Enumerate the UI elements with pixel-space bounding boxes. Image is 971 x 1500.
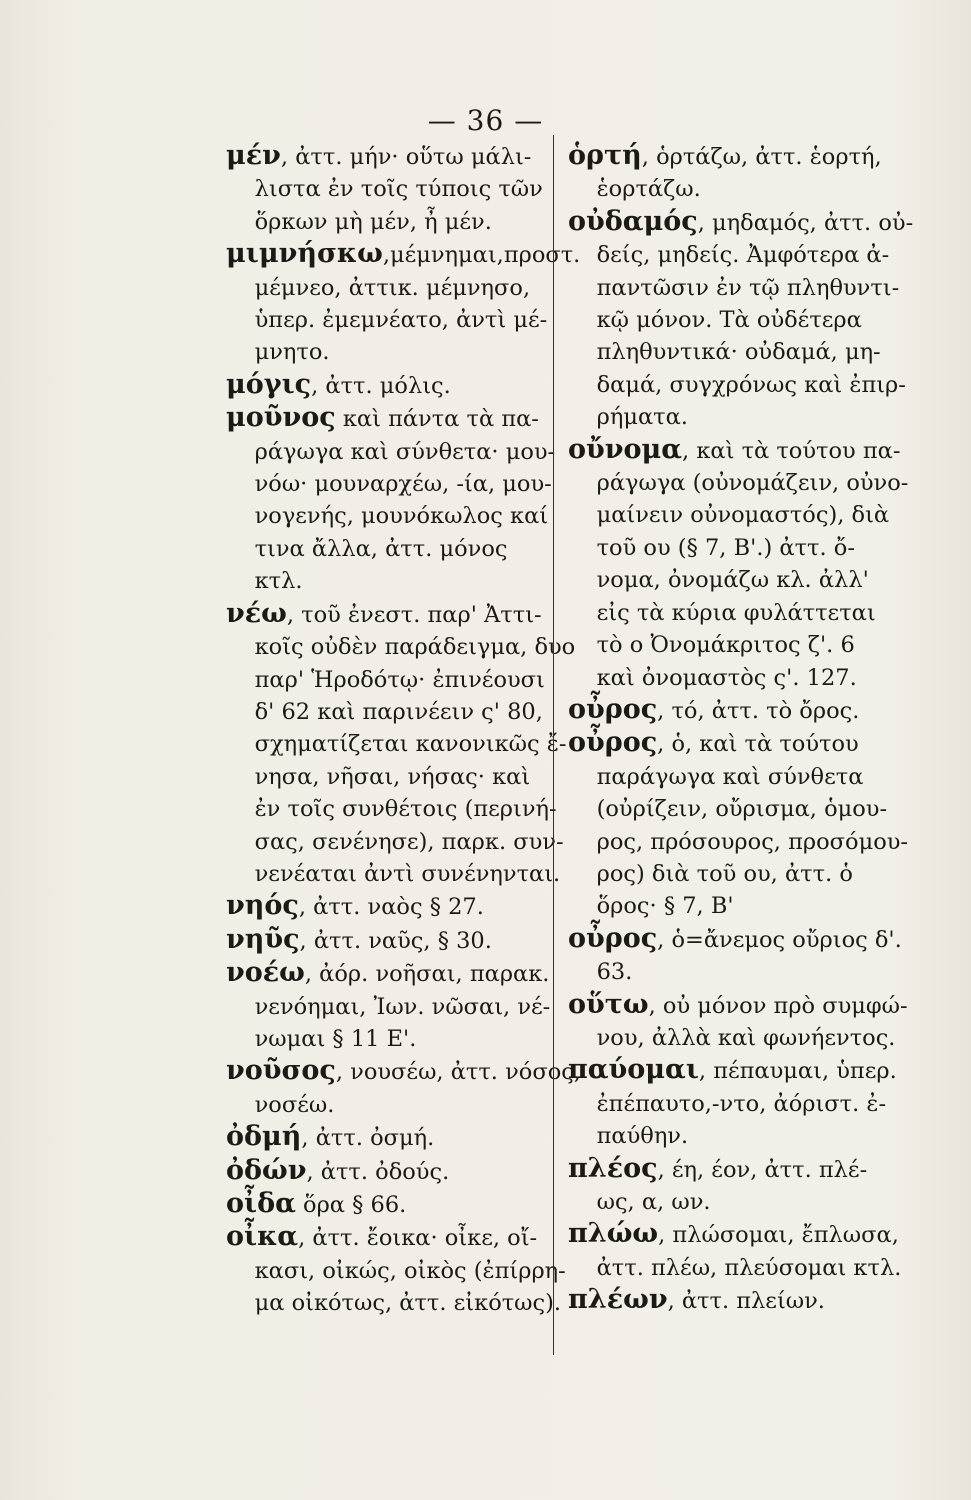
entry-text: παρ' Ἡροδότῳ· ἐπινέουσι <box>226 666 545 693</box>
entry-text: 63. <box>568 959 633 986</box>
entry-line <box>568 793 918 825</box>
entry-text: νομα, ὀνομάζω κλ. ἀλλ' <box>568 567 869 594</box>
entry-line <box>568 1284 918 1317</box>
entry-line <box>226 696 544 728</box>
entry-headword: νοέω <box>226 957 305 989</box>
entry-text: , ἀττ. ὀσμή. <box>301 1125 435 1152</box>
entry-text: ρος) διὰ τοῦ ου, ἀττ. ὁ <box>568 860 853 887</box>
entry-line <box>568 662 918 694</box>
entry-line <box>568 1022 918 1054</box>
entry-line <box>568 467 918 499</box>
entry-headword: μέν <box>226 140 281 171</box>
entry-text: ὑπερ. ἐμεμνέατο, ἀντὶ μέ- <box>226 307 548 334</box>
entry-text: , ἀττ. ναὸς § 27. <box>298 894 484 921</box>
entry-line <box>568 239 918 271</box>
entry-text: τινα ἄλλα, ἀττ. μόνος <box>226 535 508 562</box>
entry-text: μα οἰκότως, ἀττ. εἰκότως). <box>226 1290 562 1317</box>
entry-line <box>226 206 544 238</box>
entry-line <box>226 173 544 205</box>
entry-text: , ἀττ. πλείων. <box>667 1288 825 1315</box>
entry-headword: ὁρτή <box>568 140 642 171</box>
entry-headword: πλέων <box>568 1284 668 1316</box>
entry-line <box>226 140 544 173</box>
entry-line <box>568 336 918 368</box>
entry-line <box>226 631 576 663</box>
left-column <box>226 140 581 1320</box>
entry-headword: νηός <box>226 890 299 922</box>
entry-text: ὅρα § 66. <box>295 1192 407 1218</box>
entry-text: νενέαται ἀντὶ συνένηνται. <box>226 860 561 887</box>
entry-text: κασι, οἰκώς, οἰκὸς (ἐπίρρη- <box>226 1257 566 1284</box>
entry-text: , ὁ, καὶ τὰ τούτου <box>657 731 859 758</box>
entry-line <box>226 369 544 402</box>
entry-headword: οὖρος <box>568 693 658 725</box>
entry-line <box>226 1155 544 1188</box>
entry-text: , νουσέω, ἀττ. νόσος, <box>335 1059 581 1086</box>
entry-line <box>226 238 581 271</box>
entry-text: δείς, μηδείς. Ἀμφότερα ἀ- <box>568 242 890 269</box>
entry-line <box>568 140 918 173</box>
entry-line <box>226 533 544 565</box>
entry-text: ὅρος· § 7, Β' <box>568 893 734 920</box>
entry-text: ράγωγα (οὐνομάζειν, οὐνο- <box>568 470 909 497</box>
entry-text: λιστα ἐν τοῖς τύποις τῶν <box>226 176 543 203</box>
entry-headword: οὕτω <box>568 988 649 1020</box>
right-column <box>568 140 918 1318</box>
entry-text: κοῖς οὐδὲν παράδειγμα, δυο <box>226 634 576 661</box>
entry-text: νογενής, μουνόκωλος καί <box>226 503 549 530</box>
entry-line <box>568 272 918 304</box>
entry-line <box>226 1089 544 1121</box>
entry-text: πληθυντικά· οὐδαμά, μη- <box>568 339 881 366</box>
entry-line <box>226 890 544 923</box>
entry-text: ἐπέπαυτο,-ντο, ἀόριστ. ἐ- <box>568 1090 887 1117</box>
entry-line <box>568 1218 918 1251</box>
entry-line <box>568 173 918 205</box>
entry-line <box>226 1023 544 1055</box>
entry-headword: μόγις <box>226 368 312 400</box>
entry-line <box>226 1255 566 1287</box>
entry-text: τοῦ ου (§ 7, Β'.) ἀττ. ὄ- <box>568 534 855 561</box>
entry-line <box>226 991 551 1023</box>
entry-line <box>568 1186 918 1218</box>
entry-headword: οὖρος <box>568 922 658 954</box>
entry-headword: παύομαι <box>568 1054 699 1086</box>
entry-text: ἑορτάζω. <box>568 176 701 203</box>
entry-text: μνητο. <box>226 339 330 366</box>
entry-line <box>568 629 918 661</box>
entry-text: , τοῦ ἐνεστ. παρ' Ἀττι- <box>286 601 542 628</box>
entry-text: ως, α, ων. <box>568 1189 711 1215</box>
entry-text: , καὶ τὰ τούτου πα- <box>682 437 901 464</box>
entry-text: νησα, νῆσαι, νήσας· καὶ <box>226 763 531 790</box>
entry-line <box>568 1120 918 1152</box>
entry-line <box>226 272 544 304</box>
entry-line <box>568 956 918 988</box>
entry-text: δαμά, συγχρόνως καὶ ἐπιρ- <box>568 371 906 398</box>
entry-line <box>226 858 561 890</box>
entry-line <box>226 598 544 631</box>
entry-line <box>226 1055 581 1088</box>
entry-line <box>226 1188 544 1221</box>
entry-text: καὶ πάντα τὰ πα- <box>335 406 539 433</box>
entry-text: δ' 62 καὶ παρινέειν ς' 80, <box>226 698 543 725</box>
entry-line <box>568 304 918 336</box>
entry-line <box>226 924 544 957</box>
entry-line <box>568 727 918 760</box>
entry-line <box>568 532 918 564</box>
entry-line <box>226 436 556 468</box>
entry-line <box>568 694 918 727</box>
entry-line <box>568 826 918 858</box>
entry-text: σας, σενένησε), παρκ. συν- <box>226 828 564 855</box>
entry-text: νόω· μουναρχέω, -ία, μου- <box>226 471 552 498</box>
entry-line <box>568 597 918 629</box>
entry-text: παράγωγα καὶ σύνθετα <box>568 763 864 790</box>
entry-headword: μιμνήσκω <box>226 238 383 270</box>
entry-text: παντῶσιν ἐν τῷ πληθυντι- <box>568 274 900 301</box>
entry-text: καὶ ὀνομαστὸς ς'. 127. <box>568 664 857 691</box>
entry-line <box>226 957 550 990</box>
entry-line <box>568 761 918 793</box>
entry-text: νενόημαι, Ἰων. νῶσαι, νέ- <box>226 993 551 1020</box>
entry-line <box>568 989 918 1022</box>
entry-headword: ὀδών <box>226 1154 307 1186</box>
entry-text: κτλ. <box>226 568 303 595</box>
entry-text: , πέπαυμαι, ὑπερ. <box>698 1058 897 1085</box>
page-number: — 36 — <box>427 104 544 137</box>
entry-headword: οὖρος <box>568 727 658 759</box>
entry-text: νοσέω. <box>226 1091 335 1118</box>
entry-text: , ἀττ. μήν· οὕτω μάλι- <box>280 144 532 170</box>
entry-text: , πλώσομαι, ἔπλωσα, <box>658 1222 899 1249</box>
entry-text: , ἀττ. ἔοικα· οἶκε, οἴ- <box>298 1225 538 1252</box>
entry-headword: οὐδαμός <box>568 205 698 237</box>
entry-line <box>568 923 918 956</box>
entry-line <box>568 564 918 596</box>
entry-headword: μοῦνος <box>226 402 336 434</box>
entry-headword: οἶδα <box>226 1188 296 1219</box>
entry-text: ὅρκων μὴ μέν, ἦ μέν. <box>226 208 492 235</box>
entry-text: , έη, έον, ἀττ. πλέ- <box>657 1156 868 1183</box>
entry-text: παύθην. <box>568 1123 689 1150</box>
entry-text: , ὁρτάζω, ἀττ. ἑορτή, <box>641 144 882 170</box>
entry-text: , οὐ μόνον πρὸ συμφώ- <box>648 992 908 1019</box>
entry-text: τὸ ο Ὀνομάκριτος ζ'. 6 <box>568 632 855 659</box>
entry-text: , ἀττ. ναῦς, § 30. <box>299 927 492 954</box>
entry-line <box>226 565 544 597</box>
entry-text: ,μέμνημαι,προστ. <box>382 242 581 269</box>
entry-line <box>568 1054 918 1087</box>
entry-text: νου, ἀλλὰ καὶ φωνήεντος. <box>568 1024 896 1051</box>
entry-line <box>226 500 549 532</box>
entry-line <box>568 1252 918 1284</box>
entry-text: κῷ μόνον. Τὰ οὐδέτερα <box>568 307 862 334</box>
entry-line <box>226 664 544 696</box>
entry-text: (οὐρίζειν, οὔρισμα, ὁμου- <box>568 796 888 823</box>
column-divider <box>553 135 554 1355</box>
entry-text: , ἀττ. μόλις. <box>311 372 451 399</box>
entry-text: ράγωγα καὶ σύνθετα· μου- <box>226 438 556 465</box>
entry-headword: οὔνομα <box>568 433 683 465</box>
entry-line <box>226 468 552 500</box>
entry-line <box>568 206 918 239</box>
entry-line <box>226 761 544 793</box>
entry-text: ρήματα. <box>568 404 688 431</box>
entry-line <box>568 1088 918 1120</box>
entry-text: μαίνειν οὐνομαστός), διὰ <box>568 502 890 529</box>
entry-text: ρος, πρόσουρος, προσόμου- <box>568 828 909 855</box>
entry-headword: νηῦς <box>226 923 300 955</box>
entry-text: , ἀόρ. νοῆσαι, παρακ. <box>304 961 550 988</box>
entry-line <box>568 434 918 467</box>
entry-text: , ὁ=ἄνεμος οὔριος δ'. <box>657 926 902 953</box>
entry-line <box>226 1287 562 1319</box>
entry-text: σχηματίζεται κανονικῶς ἔ- <box>226 731 567 758</box>
entry-headword: πλέος <box>568 1152 658 1184</box>
entry-line <box>226 1221 544 1254</box>
entry-line <box>568 369 918 401</box>
entry-line <box>568 890 918 922</box>
entry-text: εἰς τὰ κύρια φυλάττεται <box>568 599 876 626</box>
entry-line <box>226 793 557 825</box>
entry-headword: νέω <box>226 597 287 629</box>
entry-text: ἀττ. πλέω, πλεύσομαι κτλ. <box>568 1254 902 1281</box>
entry-text: , ἀττ. ὀδούς. <box>306 1158 450 1185</box>
entry-line <box>568 1153 918 1186</box>
entry-text: ἐν τοῖς συνθέτοις (περινή- <box>226 796 557 823</box>
entry-text: , μηδαμός, ἀττ. οὐ- <box>697 209 914 236</box>
entry-line <box>226 826 564 858</box>
entry-headword: οἶκα <box>226 1221 299 1253</box>
entry-line <box>568 499 918 531</box>
entry-headword: πλώω <box>568 1218 659 1250</box>
entry-text: , τό, ἀττ. τὸ ὄρος. <box>657 697 860 724</box>
entry-line <box>226 336 544 368</box>
entry-line <box>568 858 918 890</box>
entry-line <box>226 1121 544 1154</box>
entry-line <box>568 401 918 433</box>
entry-text: μέμνεο, ἀττικ. μέμνησο, <box>226 274 531 301</box>
entry-line <box>226 402 544 435</box>
entry-text: νωμαι § 11 Ε'. <box>226 1025 417 1052</box>
entry-headword: ὀδμή <box>226 1121 302 1153</box>
entry-headword: νοῦσος <box>226 1055 336 1087</box>
entry-line <box>226 304 548 336</box>
entry-line <box>226 728 567 760</box>
